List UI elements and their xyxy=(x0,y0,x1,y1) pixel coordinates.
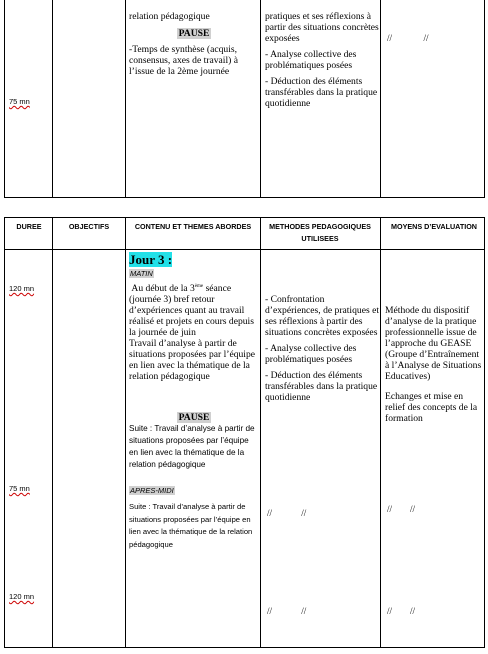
header-objectifs: OBJECTIFS xyxy=(68,222,110,231)
content-top-line: relation pédagogique xyxy=(129,11,210,22)
column-divider xyxy=(52,218,53,647)
eval-ditto: // // xyxy=(387,606,416,616)
method-item: - Confrontation d’expériences, de pratiques et ses réflexions à partir des situations concrètes exposées xyxy=(265,294,380,338)
column-divider xyxy=(380,218,381,647)
matin-label: MATIN xyxy=(130,269,153,278)
method-item: - Analyse collective des problématiques posées xyxy=(265,343,357,365)
header-methodes: METHODES PEDAGOGIQUES UTILISEES xyxy=(269,222,371,243)
method-item: - Déduction des éléments transférables dans la pratique quotidienne xyxy=(265,76,378,109)
duration-cell: 120 mn xyxy=(9,284,35,293)
method-item: pratiques et ses réflexions à partir des situations concrètes exposées xyxy=(265,11,379,44)
suite-text: Suite : Travail d’analyse à partir de situations proposées par l’équipe en lien avec la thématique de la relation pédagogique xyxy=(129,424,255,470)
eval-ditto: // // xyxy=(387,504,416,514)
eval-method: Méthode du dispositif d’analyse de la pratique professionnelle issue de l’approche du GEASE (Groupe d’Entraînement à l’Analyse de Situations Educatives) xyxy=(385,305,482,382)
methods-cell xyxy=(265,11,379,114)
method-item: - Analyse collective des problématiques posées xyxy=(265,49,357,71)
content-cell xyxy=(129,11,259,77)
column-divider xyxy=(125,0,126,197)
column-divider xyxy=(260,218,261,647)
methods-ditto: // // xyxy=(267,606,307,616)
header-contenu: CONTENU ET THEMES ABORDES xyxy=(134,222,252,231)
methods-ditto: // // xyxy=(267,508,307,518)
duration-cell: 75 mn xyxy=(9,484,30,493)
eval-ditto: // // xyxy=(387,33,429,43)
eval-cell xyxy=(385,305,483,424)
header-divider xyxy=(5,249,484,250)
travail-text: Travail d’analyse à partir de situations proposées par l’équipe en lien avec la thématique de la relation pédagogique xyxy=(129,338,256,383)
column-divider xyxy=(52,0,53,197)
pause-label: PAUSE xyxy=(178,412,210,424)
intro-text: Au début de la 3ème séance (journée 3) bref retour d’expériences quant au travail réalisé et projets en cours depuis la journée de juin xyxy=(129,283,254,339)
duration-cell: 120 mn xyxy=(9,592,35,601)
column-divider xyxy=(260,0,261,197)
suite-text: Suite : Travail d’analyse à partir de situations proposées par l’équipe en lien avec la thématique de la relation pédagogique xyxy=(129,502,253,549)
eval-exchange: Echanges et mise en relief des concepts de la formation xyxy=(385,391,478,424)
table-main xyxy=(4,217,485,648)
duration-cell: 75 mn xyxy=(9,97,30,106)
pause-label: PAUSE xyxy=(178,28,210,39)
header-moyens: MOYENS D’EVALUATION xyxy=(391,222,477,231)
day-title: Jour 3 : xyxy=(129,252,173,267)
synthesis-text: -Temps de synthèse (acquis, consensus, axes de travail) à l’issue de la 2ème journée xyxy=(129,44,238,77)
apres-midi-label: APRES-MIDI xyxy=(130,486,174,496)
header-duree: DUREE xyxy=(16,222,42,231)
column-divider xyxy=(380,0,381,197)
content-cell xyxy=(129,252,259,551)
table-continuation xyxy=(4,0,485,198)
methods-cell xyxy=(265,294,379,408)
column-divider xyxy=(125,218,126,647)
method-item: - Déduction des éléments transférables dans la pratique quotidienne xyxy=(265,370,378,403)
